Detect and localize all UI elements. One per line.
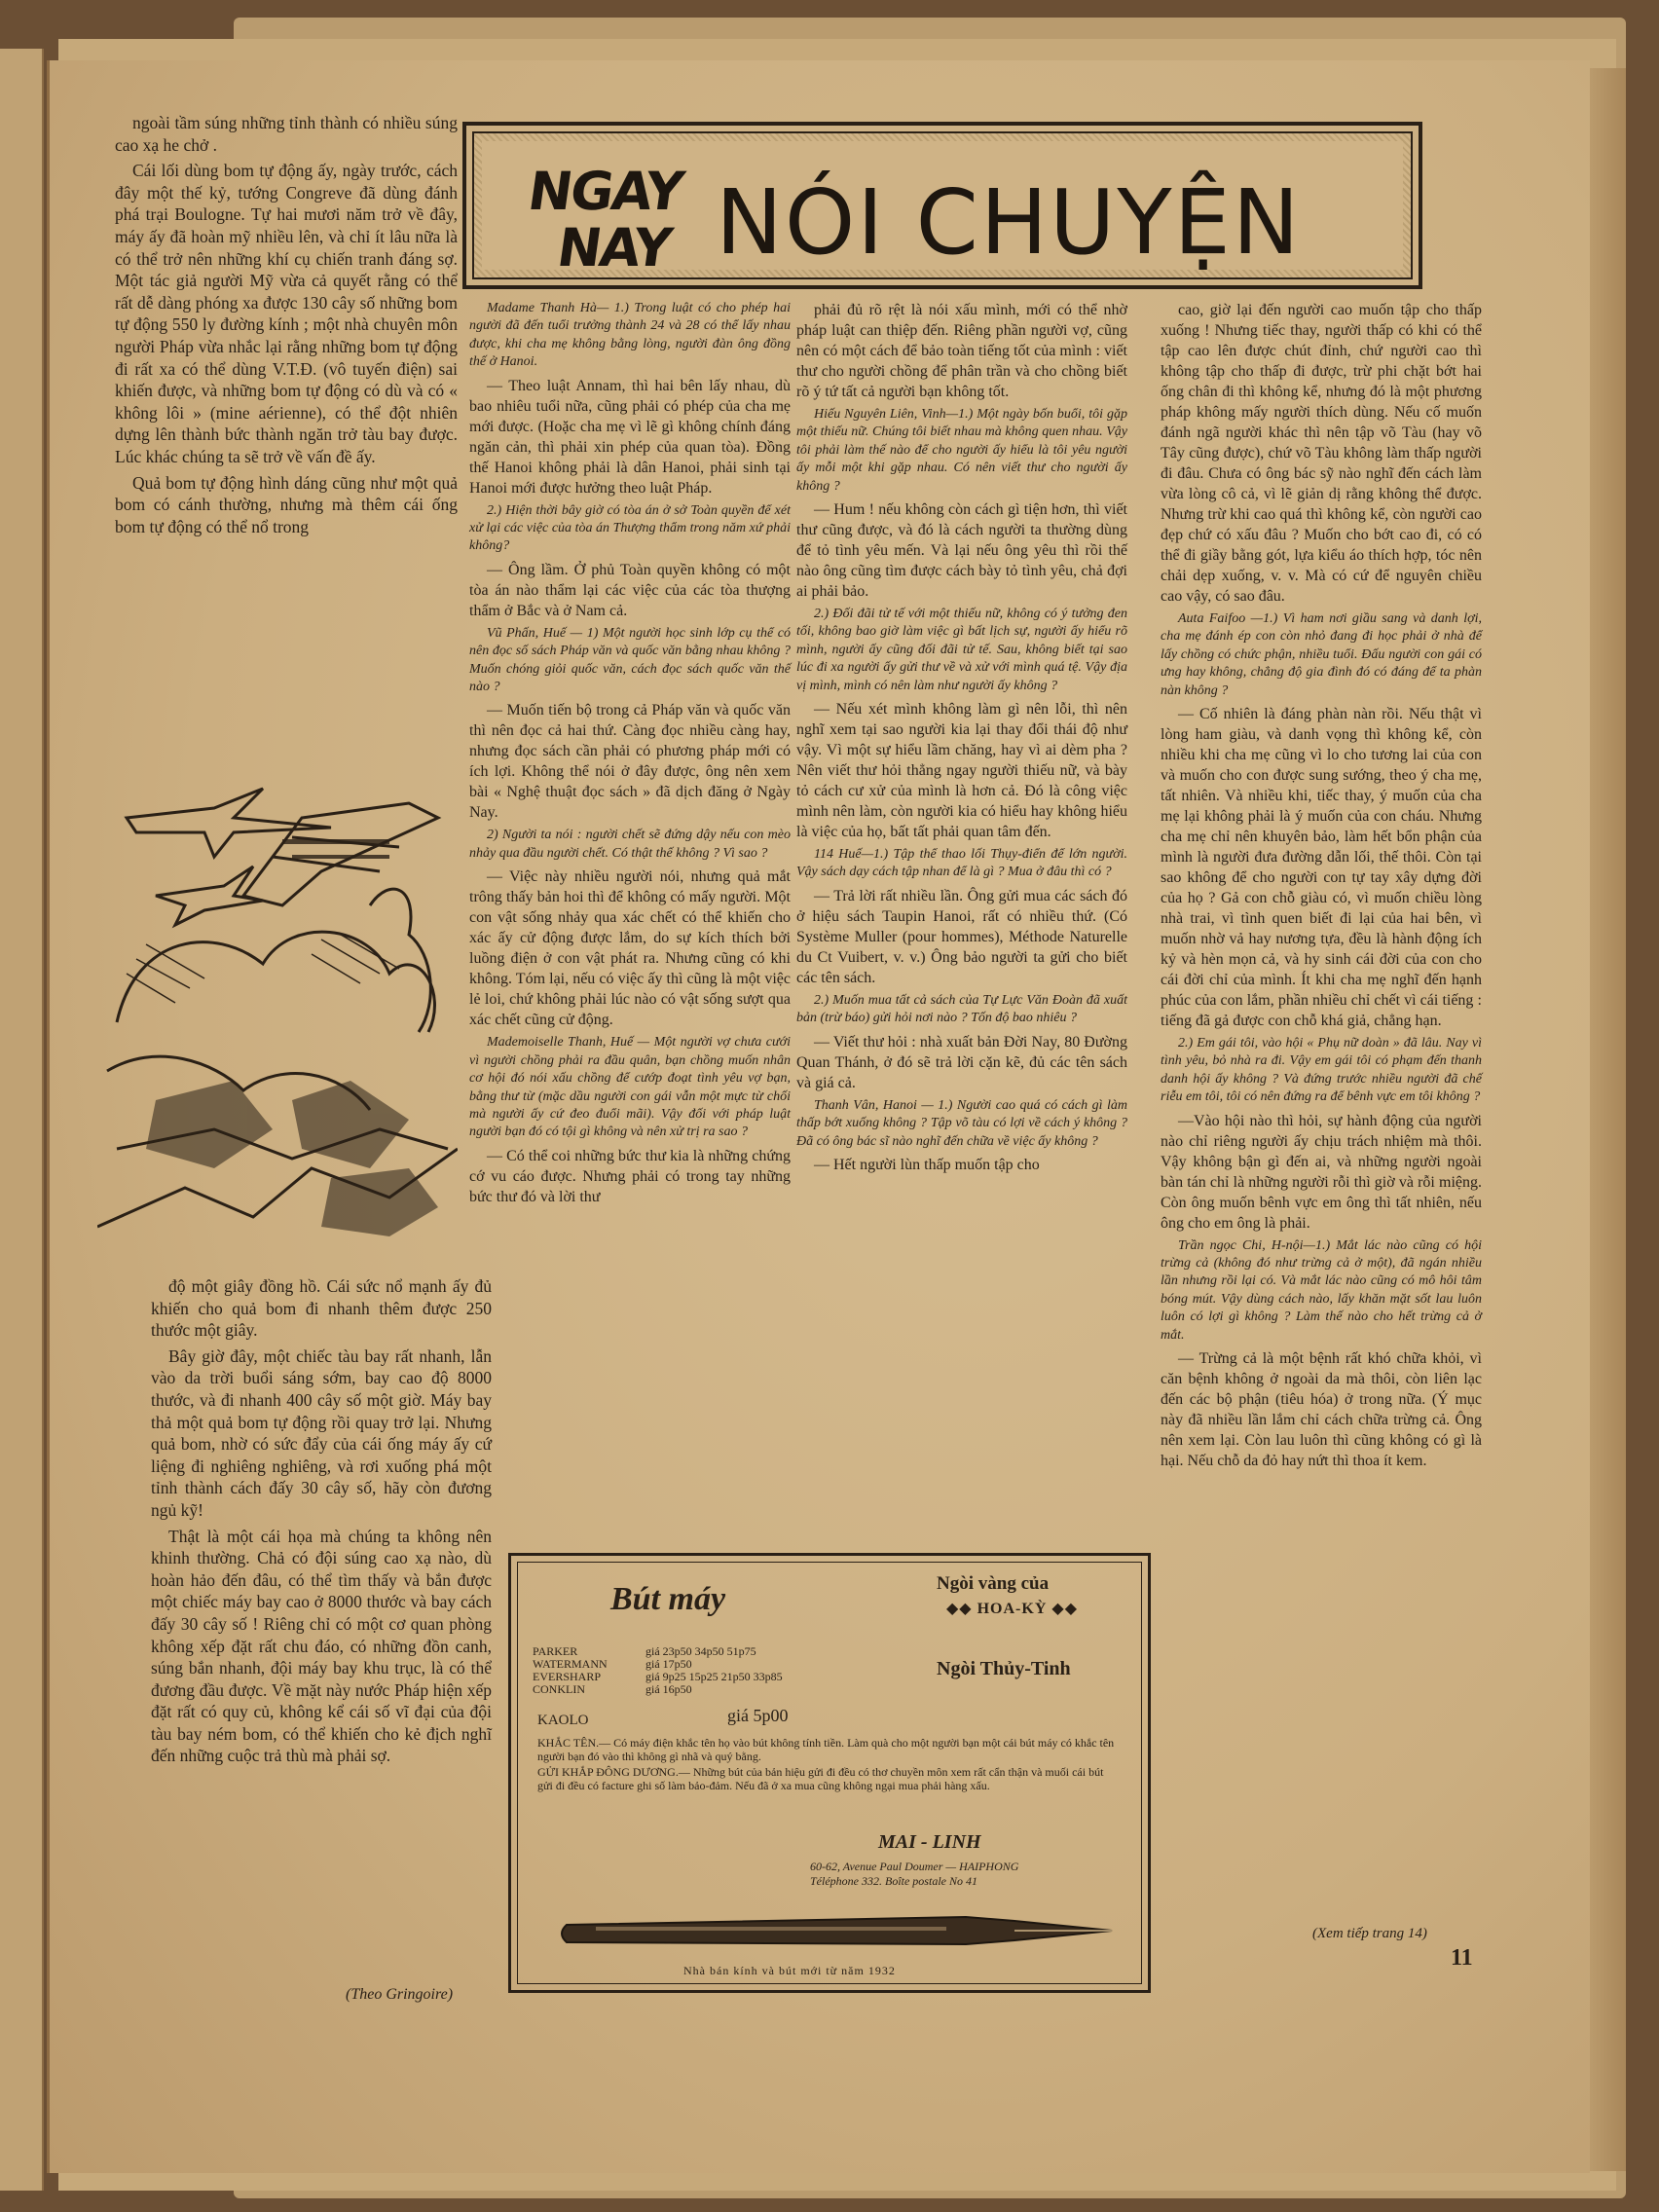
pen-brand: WATERMANN [533, 1657, 608, 1671]
logo-word-1: NGAY [524, 161, 686, 222]
pen-price-row [533, 1683, 854, 1696]
paragraph: Thật là một cái họa mà chúng ta không nên khinh thường. Chả có đội súng cao xạ nào, dù hoàn hảo đến đâu, có thể tìm thấy và bắn được một chiếc máy bay cao ở 8000 thước và bay cách đấy 30 cây số ! Riêng chỉ có một cơ quan phòng không xếp đặt rất chu đáo, có những đồn canh, súng bắn nhanh, đội máy bay khu trục, là có thể đương đầu được. Về mặt này nước Pháp hiện xếp đặt rất có quy củ, không kể cái số vĩ đại của đội tàu bay ném bom, có thể khiến cho kẻ địch nghĩ đến những cuộc trả thù mà phải sợ. [151, 1526, 492, 1766]
editor-answer: cao, giờ lại đến người cao muốn tập cho thấp xuống ! Nhưng tiếc thay, người thấp có khi có thể tập cao lên được chút đỉnh, chứ người cao thì không tập cho thấp đi được, trừ phi chặt bớt hai ống chân đi thì không kể, nhưng đó là một phương pháp không mấy người thích dùng. Nếu cố muốn đánh ngã người khác thì nên tập võ Tàu (hay võ Tây cũng được), chứ võ Tàu không làm thấp người đi đâu. Chưa có ông bác sỹ nào nghĩ đến cách làm vừa lòng cô cả, vì lẽ giản dị rằng không thể được. Nhưng trừ khi cao quá thì không kể, còn người cao đẹp chứ có xấu đâu ? Muốn cho bớt cao đi, có có thể đi giầy bằng gót, lựa kiểu áo thích hợp, tóc nên chải dẹp xuống, v. v. Mà có cứ để nguyên chiều cao vậy, có sao đâu. [1161, 302, 1482, 605]
fountain-pen-icon [557, 1903, 1122, 1962]
qa-column-2 [469, 300, 791, 1211]
pen-price-list [533, 1645, 854, 1696]
ad-body-text [537, 1736, 1122, 1792]
kaolo-brand: KAOLO [537, 1713, 589, 1728]
editor-answer: — Nếu xét mình không làm gì nên lỗi, thì nên nghĩ xem tại sao người kia lại thay đổi thái độ như vậy. Vì một sự hiểu lầm chăng, hay vì ai dèm pha ? Nên viết thư hỏi thẳng ngay người thiếu nữ, và bày tỏ cách cư xử của mình là hơn cả. Đó là công việc mình nên làm, còn người kia có hiểu hay không hiểu là việc của họ, bất tất phải quan tâm đến. [796, 701, 1127, 841]
editor-answer: — Có thể coi những bức thư kia là những chứng cớ vu cáo được. Nhưng phải có trong tay những bức thư đó và lời thư [469, 1147, 791, 1205]
left-column-top [115, 112, 458, 541]
reader-question: Thanh Vân, Hanoi — 1.) Người cao quá có cách gì làm thấp bớt xuống không ? Tập võ tàu có lợi về cách ý không ? Đã có ông bác sĩ nào nghĩ đến chữa về việc ấy không ? [796, 1097, 1127, 1149]
editor-answer: — Theo luật Annam, thì hai bên lấy nhau, dù bao nhiêu tuổi nữa, cũng phải có phép của cha mẹ mới được. (Hoặc cha mẹ vì lẽ gì không chính đáng ngăn cản, thì phải xin phép của quan tòa). Đồng thế Hanoi không phải là dân Hanoi, phải sinh tại Hanoi mới được hưởng theo luật Pháp. [469, 377, 791, 497]
shop-address-line2: Téléphone 332. Boîte postale No 41 [810, 1874, 977, 1888]
ngay-nay-logo [524, 161, 694, 307]
reader-question: Auta Faifoo —1.) Vì ham nơi giầu sang và danh lợi, cha mẹ đánh ép con còn nhỏ đang đi học phải ở nhà để lấy chồng có chức phận, nhiều tuổi. Đấu người con gái có ưng hay không, chẳng độ gia đình đó có đáng để ta phàn nàn không ? [1161, 611, 1482, 698]
shop-address [810, 1860, 1018, 1889]
reader-question: 2) Người ta nói : người chết sẽ đứng dậy nếu con mèo nhảy qua đầu người chết. Có thật thế không ? Vì sao ? [469, 828, 791, 861]
editor-answer: — Viết thư hỏi : nhà xuất bản Đời Nay, 80 Đường Quan Thánh, ở đó sẽ trả lời cặn kẽ, đủ các tên sách và giá cả. [796, 1033, 1127, 1091]
pen-brand: EVERSHARP [533, 1670, 602, 1683]
pen-prices: giá 17p50 [645, 1657, 692, 1671]
pen-prices: giá 9p25 15p25 21p50 33p85 [645, 1670, 783, 1683]
kaolo-price: giá 5p00 [727, 1706, 789, 1725]
editor-answer: — Ông lầm. Ở phủ Toàn quyền không có một tòa án nào thẩm lại các việc của các tòa thượng thẩm ở Bắc và ở Nam cả. [469, 561, 791, 619]
ad-shipping-text: GỬI KHẮP ĐÔNG DƯƠNG.— Những bút của bản hiệu gửi đi đều có thơ chuyền môn xem rất cẩn thận và muối cái bút gửi đi đều có facture ghi số làm bảo-đảm. Nếu đã ở xa mua cũng không ngại mua phải hàng xấu. [537, 1765, 1104, 1792]
reader-question: Vũ Phấn, Huế — 1) Một người học sinh lớp cụ thể có nên đọc số sách Pháp văn và quốc văn bằng nhau không ? Muốn chóng giỏi quốc văn, cách đọc sách quốc văn thế nào ? [469, 625, 791, 695]
reader-question: Madame Thanh Hà— 1.) Trong luật có cho phép hai người đã đến tuổi trưởng thành 24 và 28 có thể lấy nhau được, khi cha mẹ không bằng lòng, người đàn ông đồng thế ở Hanoi. [469, 301, 791, 370]
reader-question: 114 Huế—1.) Tập thể thao lối Thụy-điển để lớn người. Vậy sách dạy cách tập nhan để là gì ? Mua ở đâu thì có ? [796, 847, 1127, 880]
pen-prices: giá 16p50 [645, 1682, 692, 1696]
editor-answer: — Trừng cả là một bệnh rất khó chữa khỏi, vì căn bệnh không ở ngoài da mà thôi, còn liên lạc đến các bộ phận (tiêu hóa) ở trong nữa. (Ý mục này đã nhiều lần lắm chỉ cách chữa trừng cả. Ông nên xem lại. Còn lau luôn thì cũng không có gì là hại. Nếu chỗ da đỏ hay nứt thì thoa ít kem. [1161, 1350, 1482, 1470]
editor-answer: —Vào hội nào thì hỏi, sự hành động của người nào chỉ riêng người ấy chịu trách nhiệm mà thôi. Vậy không bận gì đến ai, và những người ngoài bàn tán chỉ là những người rỗi thì giờ và rỗi miệng. Còn ông muốn bênh vực em ông thì tất nhiên, nếu ông cho em ông là phải. [1161, 1112, 1482, 1232]
paragraph: Bây giờ đây, một chiếc tàu bay rất nhanh, lẫn vào da trời buổi sáng sớm, bay cao độ 8000 thước, và đi nhanh 400 cây số một giờ. Máy bay thả một quả bom tự động rồi quay trở lại. Nhưng quả bom, nhờ có sức đẩy của cái ống máy ấy cứ liệng đi nghiêng nghiêng, và rơi xuống phá một tỉnh thành cách đấy 30 cây số, hãy còn đương ngủ kỹ! [151, 1346, 492, 1520]
qa-column-3 [796, 300, 1127, 1179]
header-banner [462, 122, 1422, 289]
paragraph: Quả bom tự động hình dáng cũng như một quả bom có cánh thường, nhưng mà thêm cái ống bom tự động có thể nổ trong [115, 472, 458, 536]
left-page-edge [0, 49, 44, 2191]
shop-name: MAI - LINH [878, 1831, 981, 1853]
banner-core [482, 141, 1403, 278]
pen-brand: CONKLIN [533, 1682, 585, 1696]
reader-question: 2.) Hiện thời bây giờ có tòa án ở sở Toàn quyền để xét xử lại các việc của tòa án Thượng thẩm trong năm xứ phải không? [469, 502, 791, 554]
article-credit: (Theo Gringoire) [346, 1986, 454, 2003]
editor-answer: phải đủ rõ rệt là nói xấu mình, mới có thể nhờ pháp luật can thiệp đến. Riêng phần người vợ, cũng nên có một cách để bảo toàn tiếng tốt của mình : viết thư cho người chồng để phân trần và cho chồng biết rõ ý tứ tất cả người bạn không tốt. [796, 302, 1127, 400]
ad-engraving-text: KHẮC TÊN.— Có máy điện khắc tên họ vào bút không tính tiền. Làm quà cho một người bạn một cái bút máy có khắc tên người bạn đó vào thì không gì nhã và quý bằng. [537, 1736, 1115, 1763]
reader-question: Trần ngọc Chi, H-nội—1.) Mắt lác nào cũng có hội trừng cả (không đó như trừng cả ở một), đã ngán nhiều lần nhưng rồi lại có. Và mắt lác nào cũng có mô hôi tâm bóng mút. Vậy dùng cách nào, lấy khăn mặt sốt lau luôn luôn có lợi gì không ? Làm thế nào cho hết trừng cả ở mắt. [1161, 1237, 1482, 1343]
editor-answer: — Trả lời rất nhiều lần. Ông gửi mua các sách đó ở hiệu sách Taupin Hanoi, rất có nhiều thứ. (Có Système Muller (pour hommes), Méthode Naturelle du Ct Vuibert, v. v.) Ông bảo người ta gửi cho biết các tên sách. [796, 887, 1127, 986]
logo-word-2: NAY [553, 217, 675, 278]
editor-answer: — Muốn tiến bộ trong cả Pháp văn và quốc văn thì nên đọc cả hai thứ. Càng đọc nhiều càng hay, nhưng đọc sách cần phải có phương pháp mới có ích lợi. Không thể nói ở đây được, ông nên xem bài « Nghệ thuật đọc sách » đã dịch đăng ở Ngày Nay. [469, 702, 791, 822]
left-column-bottom [151, 1275, 492, 1771]
reader-question: Hiếu Nguyên Liên, Vinh—1.) Một ngày bốn buổi, tôi gặp một thiếu nữ. Chúng tôi biết nhau mà không quen nhau. Vậy tôi phải làm thế nào để cho người ấy hiểu là tôi yêu người ấy mỗi một khi gặp nhau. Có nên viết thư cho người ấy không ? [796, 407, 1127, 494]
shop-address-line1: 60-62, Avenue Paul Doumer — HAIPHONG [810, 1860, 1019, 1873]
continued-note: (Xem tiếp trang 14) [1312, 1926, 1427, 1941]
warplane-illustration [97, 779, 458, 1256]
banner-hatch [472, 131, 1413, 279]
paragraph: Cái lối dùng bom tự động ấy, ngày trước, cách đây một thế kỷ, tướng Congreve đã dùng đánh phá trại Boulogne. Tự hai mươi năm trở về đây, máy ấy đã hoàn mỹ nhiều lên, và chỉ ít lâu nữa là có thể trở nên những khí cụ chiến tranh đáng sợ. Một tác giả người Mỹ vừa cả quyết rằng có thể rất dễ dàng phóng xa được 130 cây số những bom tự động 550 ly đường kính ; một nhà chuyên môn người Pháp vừa nhắc lại rằng những bom tự động đi rất xa có thể dùng V.T.Đ. (vô tuyến điện) sai khiến được, và những bom tự động có dù và có « không lôi » (mine aérienne), có thể đột nhiên dựng lên thành bức thành ngăn trở tàu bay được. Lúc khác chúng ta sẽ trở về vấn đề ấy. [115, 161, 458, 466]
ad-footer: Nhà bán kính và bút mới từ năm 1932 [683, 1964, 896, 1977]
ad-gold-nib-line: Ngòi vàng của [937, 1573, 1050, 1594]
editor-answer: — Việc này nhiều người nói, nhưng quả mắt trông thấy bản hoi thì để không có mấy người. Một con vật sống nhảy qua xác chết có thể khiến cho xác ấy cử động được lắm, do sự kích thích bởi luồng điện ở con vật phát ra. Nhưng cũng có khi không. Tóm lại, nếu có việc ấy thì cũng là một việc lẻ loi, chứ không phải lúc nào có vật sống sượt qua xác chết cũng cử động. [469, 868, 791, 1029]
pen-prices: giá 23p50 34p50 51p75 [645, 1644, 756, 1658]
editor-answer: — Hum ! nếu không còn cách gì tiện hơn, thì viết thư cũng được, và đó là cách người ta thường dùng để tỏ tình yêu mến. Và lại nếu ông yêu thì rồi thế nào ông cũng tìm được cách bày tỏ tình yêu, chả đợi ai phải bảo. [796, 501, 1127, 601]
editor-answer: — Cố nhiên là đáng phàn nàn rồi. Nếu thật vì lòng ham giàu, và danh vọng thì không kể, còn nhiều khi cha mẹ cũng vì lo cho tương lai của con và muốn cho con được sung sướng, theo ý cha mẹ, tất nhiên. Và nhiều khi, tiếc thay, ý muốn của cha mẹ lại không phải là ý muốn của con cháu. Nhưng cha mẹ chỉ nên khuyên bảo, làm hết bổn phận của mình là người đưa đường dẫn lối, thế thôi. Còn tại sao không để cho người con tự tay xây dựng đời của họ ? Gả con chỗ giàu có, vì muốn chiều lòng nhà trai, vì tình quen biết đi lại của hai bên, vì muốn nhờ vả hay nương tựa, đều là hành động ích kỷ và hèn mọn cả, và hy sinh cái đời của con cho cái đời chỉ của mình. Ít khi cha mẹ nghĩ đến hạnh phúc của con lắm, phần nhiều chỉ chết vì cái tiếng : tiếng đã gả được con chỗ khá giả, chẳng hạn. [1161, 706, 1482, 1030]
pen-advertisement [508, 1553, 1151, 1993]
pen-brand: PARKER [533, 1644, 578, 1658]
ad-glass-nib-line: Ngòi Thủy-Tinh [937, 1658, 1071, 1679]
reader-question: 2.) Đối đãi tử tế với một thiếu nữ, không có ý tưởng đen tối, không bao giờ làm việc gì bất lịch sự, người ấy hiểu rõ mình, người ấy cũng đối đãi tử tế. Sau, không biết tại sao lúc đi xa người ấy gửi thư về và xử với mình quá tệ. Vậy địa vị mình, mình có nên làm như người ấy không ? [796, 607, 1127, 693]
section-title: NÓI CHUYỆN [716, 170, 1302, 275]
ad-hoa-ky-line: ◆◆ HOA-KỲ ◆◆ [946, 1601, 1078, 1617]
paragraph: ngoài tầm súng những tỉnh thành có nhiều súng cao xạ he chở . [115, 113, 458, 155]
reader-question: 2.) Em gái tôi, vào hội « Phụ nữ doàn » đã lâu. Nay vì tình yêu, bỏ nhà ra đi. Vậy em gái tôi có phạm đến thanh danh hội ấy không ? Và đứng trước nhiều người đã chế riễu em tôi, tôi có nên đứng ra để bênh vực em tôi không ? [1161, 1036, 1482, 1105]
page-number: 11 [1451, 1945, 1473, 1971]
reader-question: 2.) Muốn mua tất cả sách của Tự Lực Văn Đoàn đã xuất bản (trừ báo) gửi hỏi nơi nào ? Tốn độ bao nhiêu ? [796, 992, 1127, 1026]
reader-question: Mademoiselle Thanh, Huế — Một người vợ chưa cưới vì người chồng phải ra đầu quân, bạn chồng muốn nhân cơ hội đó nói xấu chồng để cướp đoạt tình yêu vợ bạn, bằng thư từ (mặc dầu người con gái vẫn một mực từ chối mà người ấy cứ đeo đuổi mãi). Vậy đối với pháp luật người bạn đó có tội gì không và nên xử trị ra sao ? [469, 1035, 791, 1140]
editor-answer: — Hết người lùn thấp muốn tập cho [814, 1156, 1040, 1173]
ad-inner-frame [517, 1562, 1142, 1984]
qa-column-4 [1161, 300, 1482, 1475]
ad-title: Bút máy [610, 1581, 726, 1617]
paragraph: độ một giây đồng hồ. Cái sức nổ mạnh ấy đủ khiến cho quả bom đi nhanh thêm được 250 thước một giây. [151, 1276, 492, 1341]
